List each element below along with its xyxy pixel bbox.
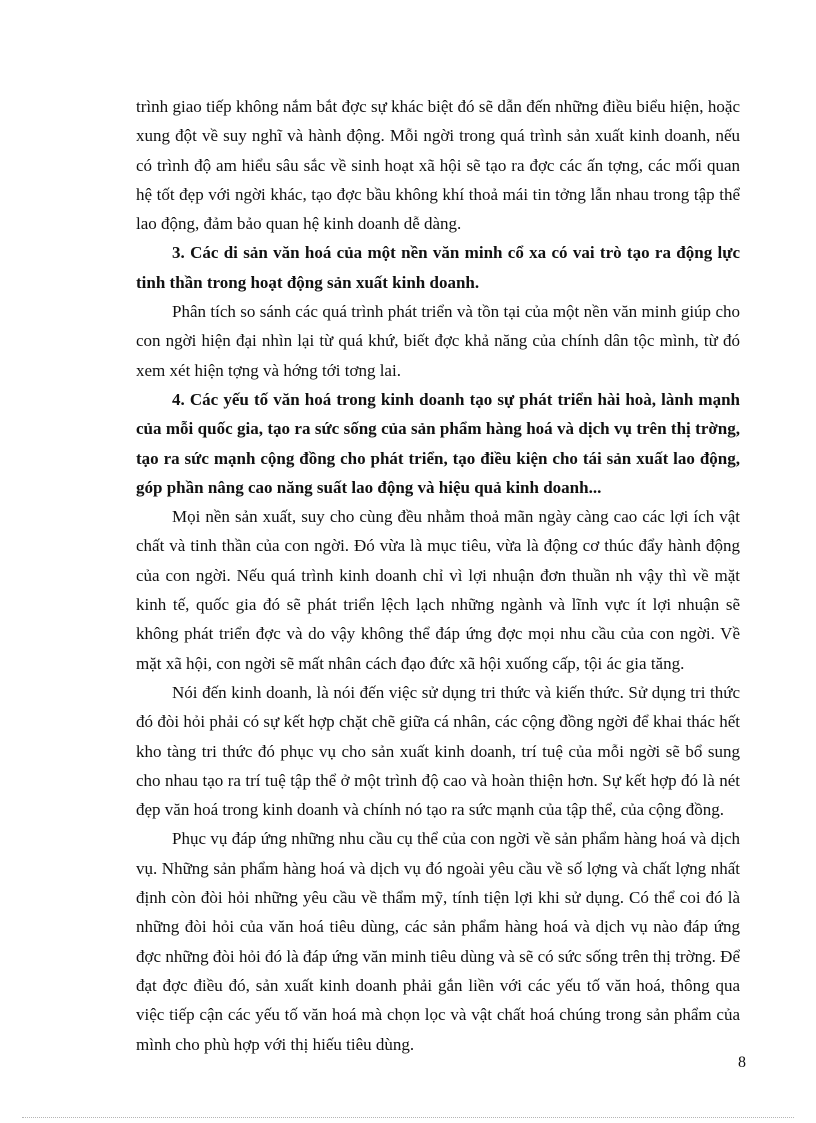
paragraph: Mọi nền sản xuất, suy cho cùng đều nhằm thoả mãn ngày càng cao các lợi ích vật chất và tinh thần của con ngời. Đó vừa là mục tiêu, vừa là động cơ thúc đẩy hành động của con ngời. Nếu quá trình kinh doanh chỉ vì lợi nhuận đơn thuần nh vậy thì về mặt kinh tế, quốc gia đó sẽ phát triển lệch lạch những ngành và lĩnh vực ít lợi nhuận sẽ không phát triển đợc và do vậy không thể đáp ứng đợc mọi nhu cầu của con ngời. Về mặt xã hội, con ngời sẽ mất nhân cách đạo đức xã hội xuống cấp, tội ác gia tăng. xyxy=(136,507,740,673)
heading-4: 4. Các yếu tố văn hoá trong kinh doanh tạo sự phát triển hài hoà, lành mạnh của mỗi quốc gia, tạo ra sức sống của sản phẩm hàng hoá và dịch vụ trên thị trờng, tạo ra sức mạnh cộng đồng cho phát triển, tạo điều kiện cho tái sản xuất lao động, góp phần nâng cao năng suất lao động và hiệu quả kinh doanh... xyxy=(136,389,740,497)
heading-3: 3. Các di sản văn hoá của một nền văn minh cổ xa có vai trò tạo ra động lực tinh thần trong hoạt động sản xuất kinh doanh. xyxy=(136,243,740,292)
body-text xyxy=(136,92,740,1059)
paragraph-continuation: trình giao tiếp không nắm bắt đợc sự khác biệt đó sẽ dẫn đến những điều biểu hiện, hoặc xung đột về suy nghĩ và hành động. Mỗi ngời trong quá trình sản xuất kinh doanh, nếu có trình độ am hiểu sâu sắc về sinh hoạt xã hội sẽ tạo ra đợc các ấn tợng, các mối quan hệ tốt đẹp với ngời khác, tạo đợc bầu không khí thoả mái tin tởng lẫn nhau trong tập thể lao động, đảm bảo quan hệ kinh doanh dễ dàng. xyxy=(136,97,740,234)
paragraph: Nói đến kinh doanh, là nói đến việc sử dụng tri thức và kiến thức. Sử dụng tri thức đó đòi hỏi phải có sự kết hợp chặt chẽ giữa cá nhân, các cộng đồng ngời để khai thác hết kho tàng tri thức đó phục vụ cho sản xuất kinh doanh, trí tuệ của mỗi ngời sẽ bổ sung cho nhau tạo ra trí tuệ tập thể ở một trình độ cao và hoàn thiện hơn. Sự kết hợp đó là nét đẹp văn hoá trong kinh doanh và chính nó tạo ra sức mạnh của tập thể, của cộng đồng. xyxy=(136,682,740,820)
page-number: 8 xyxy=(738,1054,746,1071)
footer-divider xyxy=(22,1117,794,1118)
paragraph: Phục vụ đáp ứng những nhu cầu cụ thể của con ngời về sản phẩm hàng hoá và dịch vụ. Những sản phẩm hàng hoá và dịch vụ đó ngoài yêu cầu về số lợng và chất lợng nhất định còn đòi hỏi những yêu cầu về thẩm mỹ, tính tiện lợi khi sử dụng. Có thể coi đó là những đòi hỏi của văn hoá tiêu dùng, các sản phẩm hàng hoá và dịch vụ nào đáp ứng đợc những đòi hỏi đó là đáp ứng văn minh tiêu dùng và sẽ có sức sống trên thị trờng. Để đạt đợc điều đó, sản xuất kinh doanh phải gắn liền với các yếu tố văn hoá, thông qua việc tiếp cận các yếu tố văn hoá mà chọn lọc và vật chất hoá chúng trong sản phẩm của mình cho phù hợp với thị hiếu tiêu dùng. xyxy=(136,829,740,1054)
paragraph: Phân tích so sánh các quá trình phát triển và tồn tại của một nền văn minh giúp cho con ngời hiện đại nhìn lại từ quá khứ, biết đợc khả năng của chính dân tộc mình, từ đó xem xét hiện tợng và hớng tới tơng lai. xyxy=(136,302,740,380)
